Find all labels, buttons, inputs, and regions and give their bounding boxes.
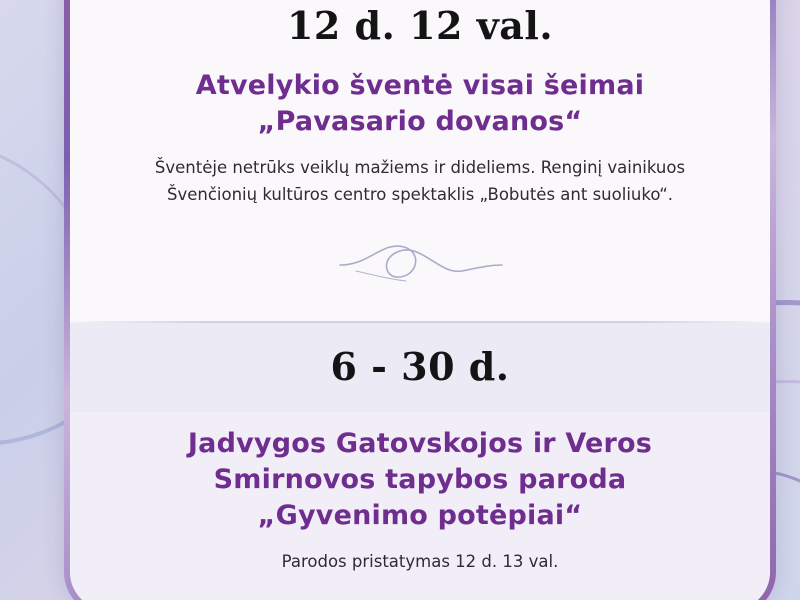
- event-2-title: [114, 426, 726, 533]
- event-2-date: 6 - 30 d.: [330, 343, 510, 389]
- event-2-title-line-2: Smirnovos tapybos paroda: [213, 464, 627, 496]
- event-2-note: Parodos pristatymas 12 d. 13 val.: [281, 552, 559, 572]
- poster-frame: [64, 0, 776, 600]
- event-block-1: [70, 0, 770, 321]
- event-1-title-line-2: „Pavasario dovanos“: [257, 105, 583, 137]
- event-1-title: [114, 68, 726, 139]
- poster-frame-inner: [70, 0, 770, 600]
- event-block-2: [70, 412, 770, 600]
- event-block-2-date: [70, 323, 770, 413]
- flourish-divider-icon: [330, 235, 510, 289]
- event-2-title-line-1: Jadvygos Gatovskojos ir Veros: [187, 428, 653, 460]
- event-1-date: 12 d. 12 val.: [286, 3, 554, 48]
- event-1-title-line-1: Atvelykio šventė visai šeimai: [195, 69, 645, 101]
- event-2-title-line-3: „Gyvenimo potėpiai“: [257, 499, 583, 531]
- event-1-description: Šventėje netrūks veiklų mažiems ir dideliems. Renginį vainikuos Švenčionių kultūros centro spektaklis „Bobutės ant suoliuko“.: [154, 158, 686, 204]
